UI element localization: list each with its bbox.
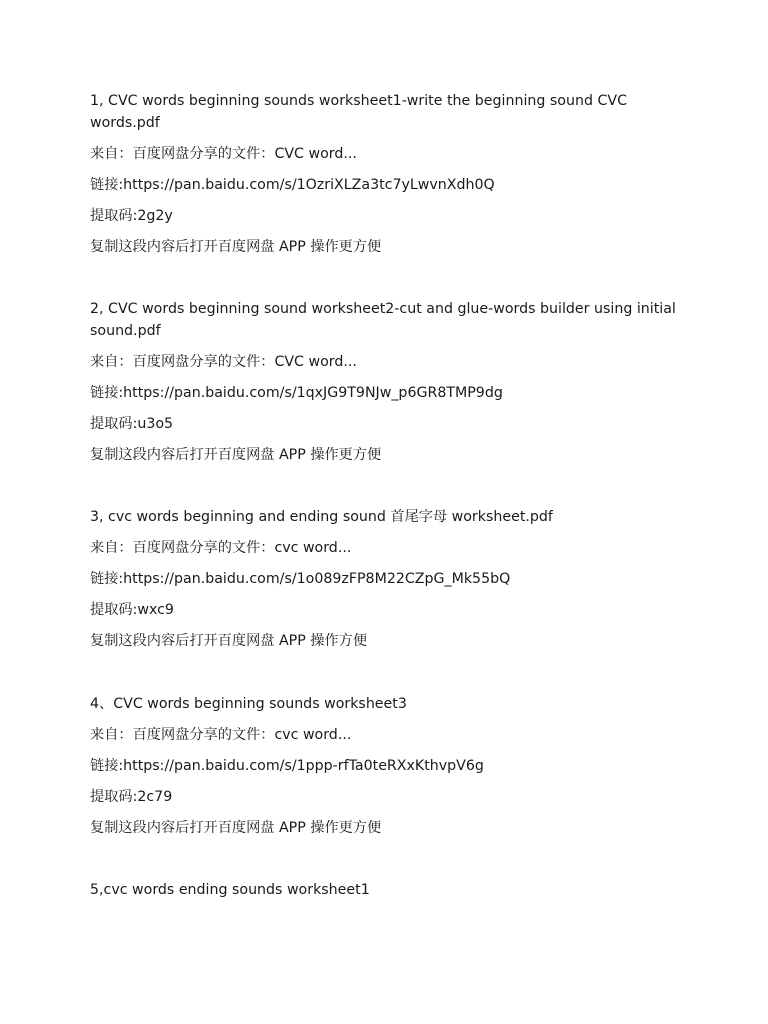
resource-entry-1 [90, 91, 680, 258]
entry-title: 1, CVC words beginning sounds worksheet1-write the beginning sound CVC words.pdf [90, 93, 627, 131]
entry-link[interactable]: 链接:https://pan.baidu.com/s/1qxJG9T9NJw_p6GR8TMP9dg [90, 384, 503, 401]
entry-note: 复制这段内容后打开百度网盘 APP 操作更方便 [90, 819, 382, 836]
entry-link[interactable]: 链接:https://pan.baidu.com/s/1OzriXLZa3tc7yLwvnXdh0Q [90, 176, 495, 193]
document-body [90, 91, 680, 943]
entry-title: 3, cvc words beginning and ending sound 首尾字母 worksheet.pdf [90, 509, 553, 525]
entry-source: 来自：百度网盘分享的文件：CVC word... [90, 353, 357, 370]
resource-entry-4 [90, 694, 680, 840]
entry-title: 4、CVC words beginning sounds worksheet3 [90, 695, 407, 712]
entry-extract-code: 提取码:2g2y [90, 207, 173, 224]
entry-note: 复制这段内容后打开百度网盘 APP 操作方便 [90, 633, 368, 649]
entry-title: 2, CVC words beginning sound worksheet2-cut and glue-words builder using initial sound.pdf [90, 301, 676, 339]
entry-source: 来自：百度网盘分享的文件：cvc word... [90, 540, 352, 556]
entry-note: 复制这段内容后打开百度网盘 APP 操作更方便 [90, 238, 382, 255]
resource-entry-5 [90, 880, 680, 902]
entry-note: 复制这段内容后打开百度网盘 APP 操作更方便 [90, 446, 382, 463]
entry-source: 来自：百度网盘分享的文件：CVC word... [90, 145, 357, 162]
resource-entry-3 [90, 507, 680, 653]
entry-link[interactable]: 链接:https://pan.baidu.com/s/1ppp-rfTa0teRXxKthvpV6g [90, 757, 484, 774]
resource-entry-2 [90, 299, 680, 466]
entry-extract-code: 提取码:wxc9 [90, 602, 174, 618]
entry-extract-code: 提取码:2c79 [90, 788, 173, 805]
entry-link[interactable]: 链接:https://pan.baidu.com/s/1o089zFP8M22CZpG_Mk55bQ [90, 571, 511, 587]
entry-title: 5,cvc words ending sounds worksheet1 [90, 882, 370, 898]
entry-source: 来自：百度网盘分享的文件：cvc word... [90, 726, 352, 743]
entry-extract-code: 提取码:u3o5 [90, 415, 174, 432]
